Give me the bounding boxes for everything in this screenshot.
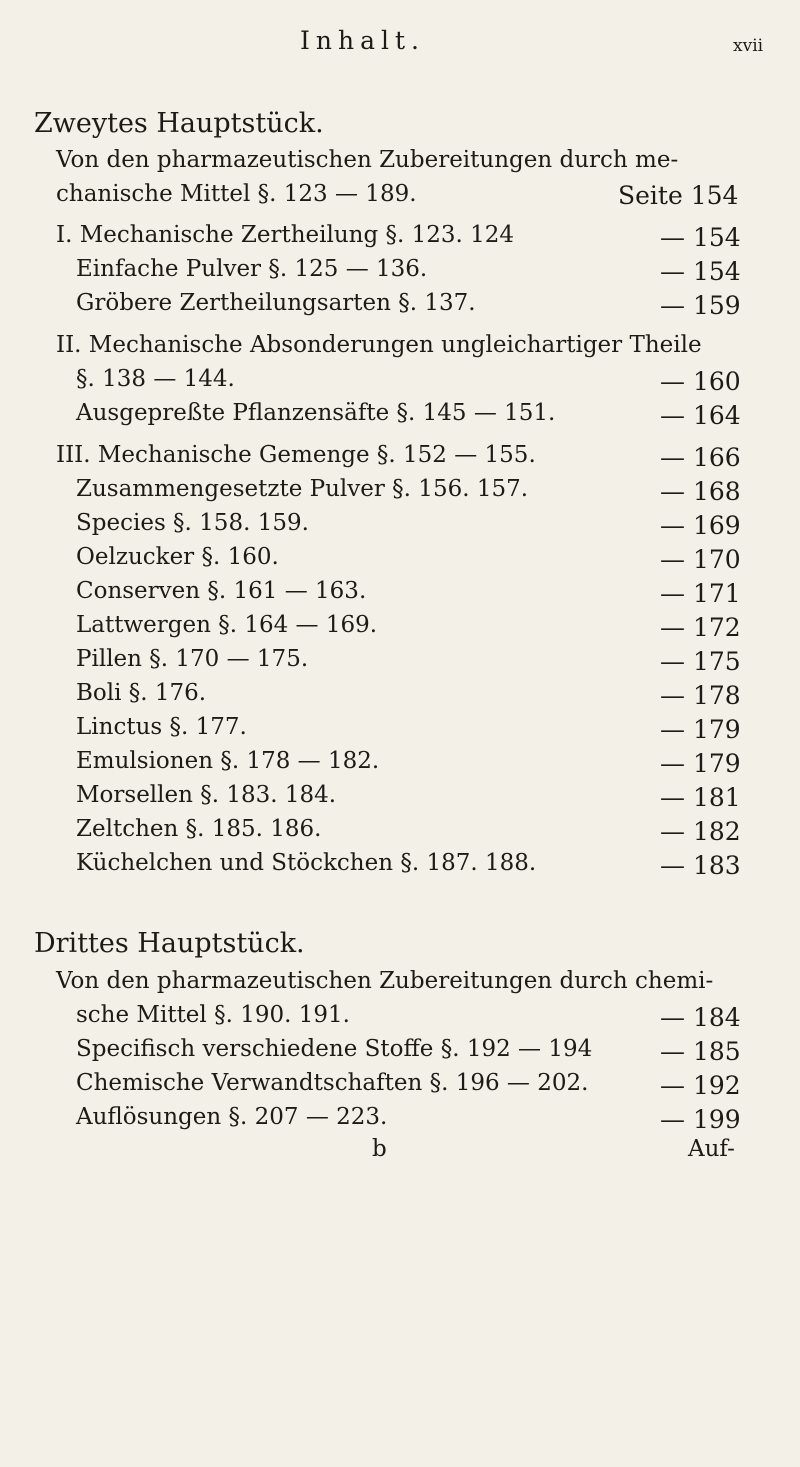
section2-heading: Zweytes Hauptstück. xyxy=(34,108,324,139)
toc-entry-page: — 159 xyxy=(660,291,741,320)
section3-heading: Drittes Hauptstück. xyxy=(34,928,305,959)
toc-entry-text: Linctus §. 177. xyxy=(76,714,247,740)
toc-entry-text: Lattwergen §. 164 — 169. xyxy=(76,612,378,638)
toc-entry-text: III. Mechanische Gemenge §. 152 — 155. xyxy=(56,442,536,468)
toc-entry-page: — 183 xyxy=(660,851,741,880)
toc-entry-text: Küchelchen und Stöckchen §. 187. 188. xyxy=(76,850,537,876)
toc-entry-text: §. 138 — 144. xyxy=(76,366,235,392)
toc-entry-text: Pillen §. 170 — 175. xyxy=(76,646,309,672)
toc-entry-text: Gröbere Zertheilungsarten §. 137. xyxy=(76,290,476,316)
running-head-title: Inhalt. xyxy=(300,26,425,55)
toc-entry-page: — 182 xyxy=(660,817,741,846)
toc-entry-page: — 160 xyxy=(660,367,741,396)
toc-entry-page: — 164 xyxy=(660,401,741,430)
section3-intro-line2: sche Mittel §. 190. 191. xyxy=(76,1002,350,1028)
toc-entry-text: Zeltchen §. 185. 186. xyxy=(76,816,322,842)
section2-intro-line1: Von den pharmazeutischen Zubereitungen durch me- xyxy=(56,147,679,173)
toc-entry-page: — 185 xyxy=(660,1037,741,1066)
toc-entry-page: — 171 xyxy=(660,579,741,608)
toc-entry-text: Oelzucker §. 160. xyxy=(76,544,279,570)
toc-entry-page: — 166 xyxy=(660,443,741,472)
toc-entry-text: Specifisch verschiedene Stoffe §. 192 — 194 xyxy=(76,1036,593,1062)
toc-entry-text: Emulsionen §. 178 — 182. xyxy=(76,748,380,774)
toc-entry-text: Morsellen §. 183. 184. xyxy=(76,782,337,808)
running-head-page-number: xvii xyxy=(733,36,764,56)
toc-entry-page: — 172 xyxy=(660,613,741,642)
toc-entry-page: — 192 xyxy=(660,1071,741,1100)
toc-entry-page: — 178 xyxy=(660,681,741,710)
toc-entry-text: II. Mechanische Absonderungen ungleichartiger Theile xyxy=(56,332,702,358)
toc-entry-page: — 170 xyxy=(660,545,741,574)
toc-entry-text: Conserven §. 161 — 163. xyxy=(76,578,367,604)
toc-entry-text: Zusammengesetzte Pulver §. 156. 157. xyxy=(76,476,529,502)
toc-entry-page: — 175 xyxy=(660,647,741,676)
toc-entry-page: — 154 xyxy=(660,223,741,252)
toc-entry-page: — 179 xyxy=(660,749,741,778)
toc-entry-page: — 154 xyxy=(660,257,741,286)
catchword: Auf- xyxy=(688,1136,735,1162)
toc-entry-page: — 199 xyxy=(660,1105,741,1134)
toc-entry-text: Einfache Pulver §. 125 — 136. xyxy=(76,256,428,282)
signature-mark: b xyxy=(372,1136,387,1162)
toc-entry-page: — 169 xyxy=(660,511,741,540)
section2-intro-line2: chanische Mittel §. 123 — 189. xyxy=(56,181,417,207)
toc-entry-text: Boli §. 176. xyxy=(76,680,207,706)
toc-entry-page: — 179 xyxy=(660,715,741,744)
toc-entry-page: — 181 xyxy=(660,783,741,812)
section3-intro-line1: Von den pharmazeutischen Zubereitungen durch chemi- xyxy=(56,968,714,994)
toc-entry-page: — 168 xyxy=(660,477,741,506)
section2-intro-page: Seite 154 xyxy=(618,181,739,210)
toc-entry-text: Ausgepreßte Pflanzensäfte §. 145 — 151. xyxy=(76,400,556,426)
toc-entry-text: Chemische Verwandtschaften §. 196 — 202. xyxy=(76,1070,589,1096)
toc-entry-text: I. Mechanische Zertheilung §. 123. 124 xyxy=(56,222,515,248)
toc-entry-text: Auflösungen §. 207 — 223. xyxy=(76,1104,388,1130)
section3-intro-page: — 184 xyxy=(660,1003,741,1032)
toc-entry-text: Species §. 158. 159. xyxy=(76,510,309,536)
